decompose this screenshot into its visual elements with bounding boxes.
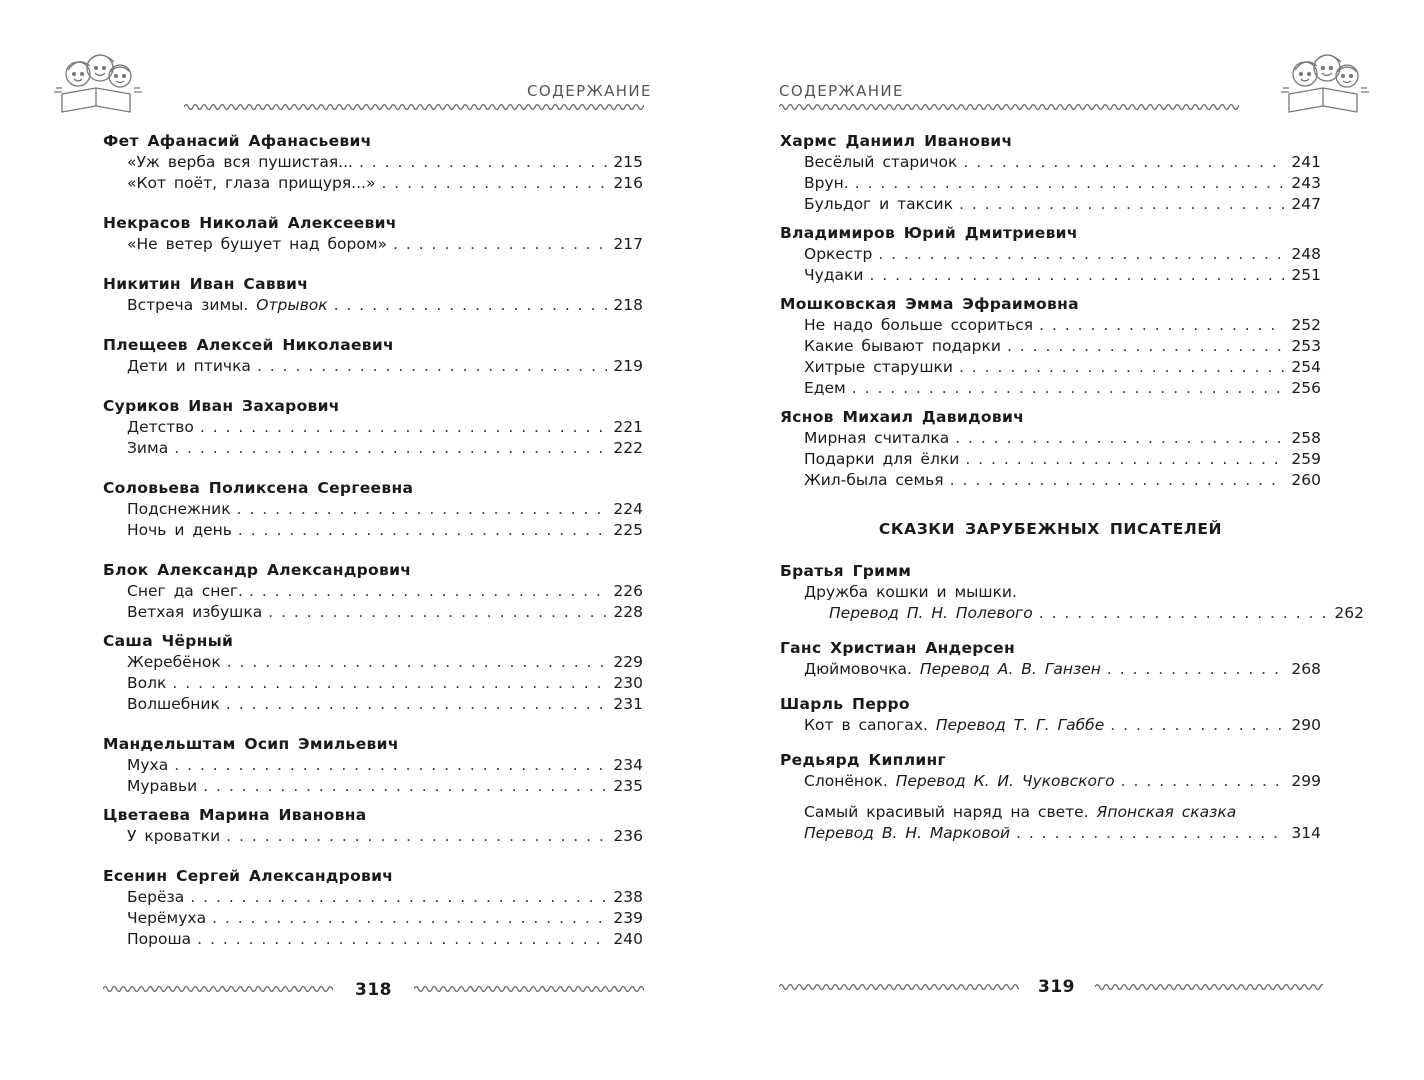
entry-title [127, 499, 231, 520]
toc-entry [780, 771, 1321, 792]
entry-title-text: Волшебник [127, 695, 220, 713]
entry-title [127, 173, 375, 194]
entry-title-text: Снег да снег. [127, 582, 243, 600]
dot-leader [174, 438, 607, 459]
entry-title-italic: Перевод Т. Г. Габбе [935, 716, 1105, 734]
page-number: 319 [1038, 977, 1075, 997]
entry-page-number: 314 [1291, 824, 1321, 842]
author-name: Фет Афанасий Афанасьевич [103, 132, 372, 150]
entry-title-text: Ветхая избушка [127, 603, 263, 621]
toc-entry [103, 755, 643, 776]
dot-leader [190, 887, 607, 908]
toc-entry [103, 652, 643, 673]
entry-title [127, 755, 168, 776]
dot-leader [965, 449, 1285, 470]
toc-entry [780, 715, 1321, 736]
dot-leader [1110, 715, 1285, 736]
entry-title [127, 417, 194, 438]
entry-title [804, 771, 1115, 792]
group-spacer [103, 847, 643, 866]
author-name: Ганс Христиан Андерсен [780, 639, 1015, 657]
entry-page-number: 290 [1291, 716, 1321, 734]
footer-wave-rule-left [103, 984, 333, 994]
entry-title-text: Муравьи [127, 777, 198, 795]
entry-page-number: 225 [613, 521, 643, 539]
toc-author-group [103, 131, 643, 194]
dot-leader [334, 295, 608, 316]
entry-title-text: «Уж верба вся пушистая... [127, 153, 353, 171]
entry-page-number: 218 [613, 296, 643, 314]
group-spacer [103, 797, 643, 805]
toc-entry [103, 173, 643, 194]
author-name: Суриков Иван Захарович [103, 397, 340, 415]
toc-author-group [103, 396, 643, 459]
entry-title-text: Чудаки [804, 266, 864, 284]
entry-title [127, 520, 232, 541]
entry-page-number: 243 [1291, 174, 1321, 192]
group-spacer [103, 715, 643, 734]
dot-leader [393, 234, 607, 255]
group-spacer [103, 623, 643, 631]
entry-page-number: 240 [613, 930, 643, 948]
toc-entry [103, 520, 643, 541]
dot-leader [1121, 771, 1286, 792]
dot-leader [963, 152, 1285, 173]
toc-author-group [103, 274, 643, 316]
toc-entry [780, 470, 1321, 491]
entry-title-text: Детство [127, 418, 194, 436]
entry-title-text: Бульдог и таксик [804, 195, 953, 213]
author-name: Соловьева Поликсена Сергеевна [103, 479, 414, 497]
dot-leader [238, 520, 608, 541]
entry-title-text: Ночь и день [127, 521, 232, 539]
toc-entry [780, 603, 1364, 624]
entry-title-text: Зима [127, 439, 169, 457]
entry-page-number: 230 [613, 674, 643, 692]
entry-title [127, 234, 387, 255]
entry-page-number: 228 [613, 603, 643, 621]
entry-page-number: 252 [1291, 316, 1321, 334]
author-name: Редьярд Киплинг [780, 751, 946, 769]
entry-title-text: Жил-была семья [804, 471, 944, 489]
toc-entry [103, 694, 643, 715]
entry-title-line: Дружба кошки и мышки. [804, 583, 1017, 601]
section-spacer [780, 540, 1321, 561]
entry-title-italic: Отрывок [256, 296, 328, 314]
group-spacer [103, 541, 643, 560]
section-spacer [780, 491, 1321, 519]
toc-entry [780, 378, 1321, 399]
author-name: Плещеев Алексей Николаевич [103, 336, 394, 354]
footer-wave-rule-right [414, 984, 644, 994]
entry-title-text: Черёмуха [127, 909, 207, 927]
toc-entry [103, 673, 643, 694]
dot-leader [200, 417, 608, 438]
toc-entry [103, 887, 643, 908]
dot-leader [959, 194, 1285, 215]
group-spacer [780, 792, 1321, 802]
toc-entry [780, 428, 1321, 449]
entry-page-number: 241 [1291, 153, 1321, 171]
author-name: Цветаева Марина Ивановна [103, 806, 367, 824]
entry-page-number: 258 [1291, 429, 1321, 447]
entry-title [804, 378, 846, 399]
toc-entry [780, 173, 1321, 194]
entry-page-number: 216 [613, 174, 643, 192]
entry-page-number: 251 [1291, 266, 1321, 284]
toc-entry [780, 659, 1321, 680]
dot-leader [257, 356, 607, 377]
dot-leader [1039, 315, 1285, 336]
entry-title-text: Оркестр [804, 245, 873, 263]
author-name: Владимиров Юрий Дмитриевич [780, 224, 1078, 242]
dot-leader [268, 602, 607, 623]
group-spacer [780, 215, 1321, 223]
dot-leader [174, 755, 607, 776]
toc-entry [103, 295, 643, 316]
toc-entry [103, 602, 643, 623]
dot-leader [226, 694, 608, 715]
entry-title-text: Хитрые старушки [804, 358, 953, 376]
toc-entry [103, 908, 643, 929]
author-name: Мошковская Эмма Эфраимовна [780, 295, 1079, 313]
entry-page-number: 229 [613, 653, 643, 671]
running-head: СОДЕРЖАНИЕ [779, 82, 904, 100]
entry-title [804, 265, 863, 286]
entry-title [127, 581, 243, 602]
entry-page-number: 259 [1291, 450, 1321, 468]
entry-title [127, 438, 168, 459]
entry-title [127, 295, 328, 316]
entry-page-number: 235 [613, 777, 643, 795]
group-spacer [103, 316, 643, 335]
entry-title [127, 908, 206, 929]
dot-leader [212, 908, 607, 929]
toc-author-group [780, 294, 1321, 399]
toc-author-group [103, 560, 643, 623]
toc-author-group [103, 631, 643, 715]
entry-title-text: Берёза [127, 888, 185, 906]
page-number: 318 [355, 980, 392, 1000]
entry-page-number: 226 [613, 582, 643, 600]
entry-title [804, 357, 953, 378]
group-spacer [780, 680, 1321, 694]
entry-page-number: 222 [613, 439, 643, 457]
toc-entry [780, 244, 1321, 265]
entry-title-text: Встреча зимы. [127, 296, 249, 314]
entry-title [804, 449, 959, 470]
entry-page-number: 217 [613, 235, 643, 253]
toc-entry [103, 499, 643, 520]
group-spacer [780, 399, 1321, 407]
toc-entry [103, 581, 643, 602]
entry-title [804, 173, 849, 194]
children-reading-illustration [1277, 48, 1373, 118]
toc-right [780, 131, 1364, 844]
group-spacer [780, 736, 1321, 750]
author-name: Саша Чёрный [103, 632, 234, 650]
toc-author-group [103, 734, 643, 797]
entry-page-number: 256 [1291, 379, 1321, 397]
entry-title-italic: Перевод В. Н. Марковой [804, 824, 1011, 842]
entry-title [804, 470, 944, 491]
entry-title-text: Подарки для ёлки [804, 450, 960, 468]
entry-title-text: «Кот поёт, глаза прищуря...» [127, 174, 376, 192]
toc-entry [103, 417, 643, 438]
entry-title-text: Самый красивый наряд на свете. [804, 803, 1089, 821]
entry-page-number: 234 [613, 756, 643, 774]
toc-entry [780, 449, 1321, 470]
entry-title-text: Дюймовочка. [804, 660, 912, 678]
toc-entry [780, 152, 1321, 173]
footer-wave-rule-left [779, 982, 1019, 992]
toc-author-group [780, 694, 1321, 736]
page-right [712, 0, 1424, 1080]
entry-title-text: Не надо больше ссориться [804, 316, 1034, 334]
entry-title-text: Волк [127, 674, 167, 692]
toc-author-group [780, 131, 1321, 215]
dot-leader [226, 826, 607, 847]
dot-leader [1016, 823, 1285, 844]
dot-leader [852, 378, 1286, 399]
author-name: Блок Александр Александрович [103, 561, 412, 579]
running-head: СОДЕРЖАНИЕ [527, 82, 652, 100]
toc-entry [780, 823, 1321, 844]
entry-title [127, 776, 197, 797]
toc-entry [780, 336, 1321, 357]
dot-leader [950, 470, 1286, 491]
author-name: Мандельштам Осип Эмильевич [103, 735, 399, 753]
dot-leader [959, 357, 1285, 378]
group-spacer [103, 194, 643, 213]
dot-leader [1107, 659, 1286, 680]
entry-page-number: 247 [1291, 195, 1321, 213]
entry-page-number: 253 [1291, 337, 1321, 355]
dot-leader [855, 173, 1286, 194]
entry-title [804, 428, 949, 449]
entry-title-text: Едем [804, 379, 846, 397]
toc-entry [103, 776, 643, 797]
entry-title [127, 152, 353, 173]
dot-leader [1007, 336, 1285, 357]
entry-title [804, 823, 1010, 844]
toc-author-group [103, 866, 643, 950]
header-wave-rule [779, 102, 1239, 112]
toc-entry [780, 357, 1321, 378]
dot-leader [249, 581, 607, 602]
toc-entry [103, 826, 643, 847]
author-name: Шарль Перро [780, 695, 910, 713]
toc-author-group [780, 407, 1321, 491]
entry-title [127, 929, 191, 950]
toc-entry [780, 265, 1321, 286]
author-name: Яснов Михаил Давидович [780, 408, 1025, 426]
entry-title [804, 315, 1033, 336]
entry-title-text: Весёлый старичок [804, 153, 958, 171]
entry-title [127, 602, 262, 623]
entry-title [127, 652, 221, 673]
dot-leader [237, 499, 608, 520]
entry-title-text: Мирная считалка [804, 429, 950, 447]
toc-author-group [103, 335, 643, 377]
entry-title [127, 673, 166, 694]
footer-wave-rule-right [1095, 982, 1323, 992]
entry-title-text: Слонёнок. [804, 772, 888, 790]
entry-page-number: 262 [1334, 604, 1364, 622]
entry-title [804, 336, 1001, 357]
entry-page-number: 268 [1291, 660, 1321, 678]
entry-page-number: 224 [613, 500, 643, 518]
entry-page-number: 236 [613, 827, 643, 845]
entry-title [127, 356, 251, 377]
dot-leader [878, 244, 1285, 265]
dot-leader [203, 776, 607, 797]
toc-entry [103, 234, 643, 255]
dot-leader [869, 265, 1285, 286]
group-spacer [103, 255, 643, 274]
entry-title [127, 694, 220, 715]
entry-page-number: 239 [613, 909, 643, 927]
entry-title-italic: Японская сказка [1096, 803, 1237, 821]
entry-page-number: 238 [613, 888, 643, 906]
entry-title-text: Подснежник [127, 500, 231, 518]
entry-title [829, 603, 1033, 624]
toc-author-group [780, 750, 1321, 844]
entry-title-italic: Перевод П. Н. Полевого [829, 604, 1033, 622]
toc-author-group [103, 805, 643, 847]
entry-title-italic: Перевод К. И. Чуковского [895, 772, 1115, 790]
group-spacer [103, 377, 643, 396]
group-spacer [103, 459, 643, 478]
entry-page-number: 248 [1291, 245, 1321, 263]
toc-author-group [780, 638, 1321, 680]
toc-author-group [780, 561, 1364, 624]
entry-title-text: Жеребёнок [127, 653, 221, 671]
entry-title-text: Пороша [127, 930, 192, 948]
toc-left [103, 131, 643, 950]
entry-title-text: Кот в сапогах. [804, 716, 928, 734]
toc-entry [780, 194, 1321, 215]
author-name: Некрасов Николай Алексеевич [103, 214, 397, 232]
entry-title-text: У кроватки [127, 827, 221, 845]
entry-page-number: 221 [613, 418, 643, 436]
toc-author-group [103, 213, 643, 255]
entry-title [804, 715, 1104, 736]
dot-leader [381, 173, 607, 194]
entry-title-text: Муха [127, 756, 169, 774]
dot-leader [955, 428, 1285, 449]
entry-page-number: 254 [1291, 358, 1321, 376]
entry-title [804, 194, 953, 215]
entry-title [127, 826, 220, 847]
entry-title-text: Какие бывают подарки [804, 337, 1001, 355]
entry-title [804, 659, 1101, 680]
dot-leader [172, 673, 607, 694]
author-name: Есенин Сергей Александрович [103, 867, 394, 885]
section-title: СКАЗКИ ЗАРУБЕЖНЫХ ПИСАТЕЛЕЙ [878, 520, 1223, 538]
entry-page-number: 299 [1291, 772, 1321, 790]
dot-leader [1039, 603, 1329, 624]
entry-title-text: «Не ветер бушует над бором» [127, 235, 387, 253]
toc-entry [103, 152, 643, 173]
children-reading-illustration [50, 48, 146, 118]
toc-entry [103, 438, 643, 459]
dot-leader [197, 929, 607, 950]
author-name: Хармс Даниил Иванович [780, 132, 1013, 150]
entry-page-number: 260 [1291, 471, 1321, 489]
entry-page-number: 219 [613, 357, 643, 375]
entry-title-italic: Перевод А. В. Ганзен [919, 660, 1101, 678]
entry-title-line [780, 802, 1321, 823]
toc-entry [103, 356, 643, 377]
author-name: Никитин Иван Саввич [103, 275, 309, 293]
entry-title [804, 244, 872, 265]
group-spacer [780, 286, 1321, 294]
group-spacer [780, 624, 1321, 638]
toc-author-group [103, 478, 643, 541]
toc-entry [780, 315, 1321, 336]
entry-title-text: Врун. [804, 174, 849, 192]
entry-title [804, 152, 957, 173]
dot-leader [359, 152, 607, 173]
entry-page-number: 215 [613, 153, 643, 171]
entry-title [127, 887, 184, 908]
header-wave-rule [184, 102, 644, 112]
toc-entry [103, 929, 643, 950]
author-name: Братья Гримм [780, 562, 912, 580]
entry-title-text: Дети и птичка [127, 357, 251, 375]
dot-leader [227, 652, 608, 673]
entry-page-number: 231 [613, 695, 643, 713]
toc-author-group [780, 223, 1321, 286]
